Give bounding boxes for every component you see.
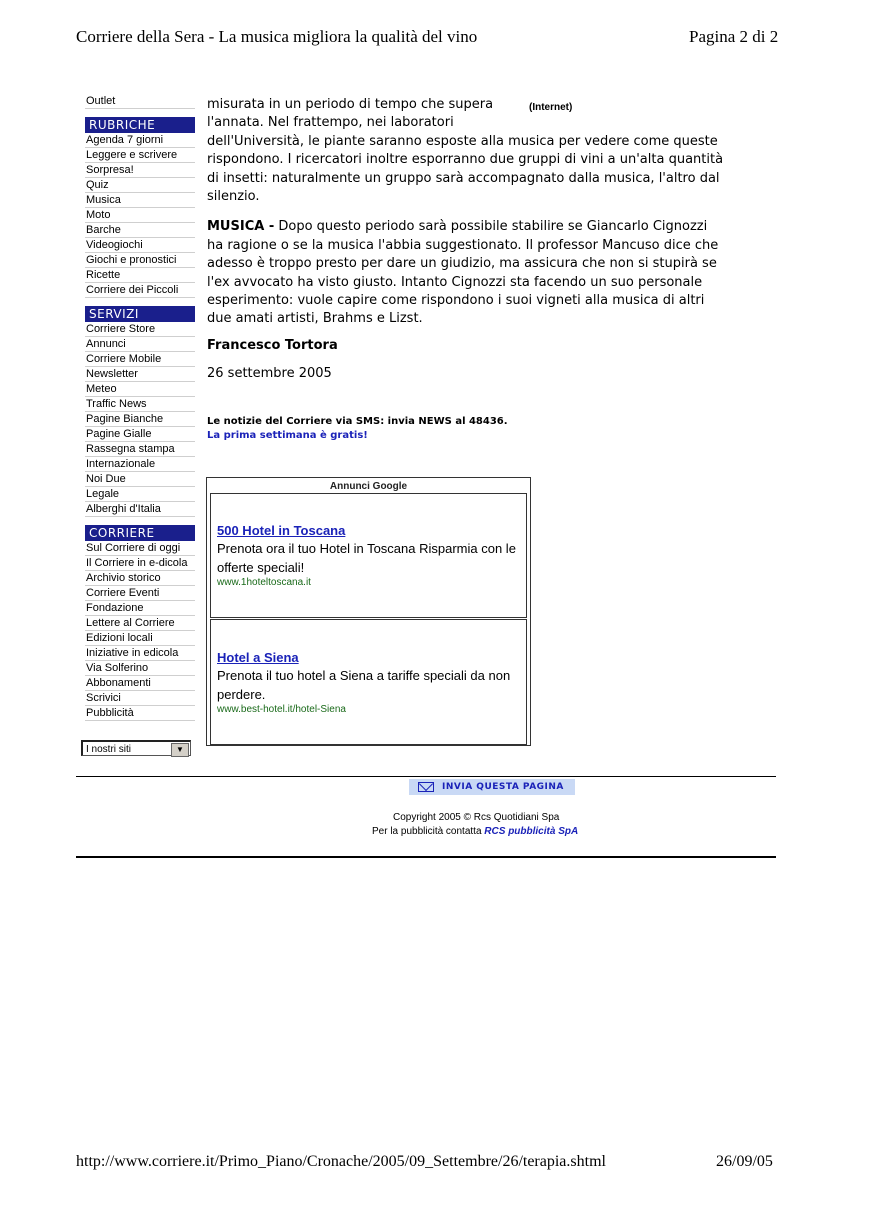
ad-url[interactable]: www.best-hotel.it/hotel-Siena	[217, 704, 346, 715]
sidebar-item[interactable]: Il Corriere in e-dicola	[85, 556, 195, 571]
sidebar-item[interactable]: Rassegna stampa	[85, 442, 195, 457]
sidebar-item[interactable]: Pagine Bianche	[85, 412, 195, 427]
sidebar-item[interactable]: Alberghi d'Italia	[85, 502, 195, 517]
sidebar-item[interactable]: Ricette	[85, 268, 195, 283]
sites-select[interactable]	[81, 740, 191, 756]
rcs-advertising-link[interactable]: RCS pubblicità SpA	[484, 826, 579, 837]
article-line: misurata in un periodo di tempo che supera	[207, 97, 494, 112]
sidebar-item[interactable]: Abbonamenti	[85, 676, 195, 691]
article-line: l'annata. Nel frattempo, nei laboratori	[207, 115, 454, 131]
sidebar-item[interactable]: Scrivici	[85, 691, 195, 706]
sidebar-item[interactable]: Iniziative in edicola	[85, 646, 195, 661]
article-paragraph	[207, 96, 727, 206]
ad-title-link[interactable]: 500 Hotel in Toscana	[217, 523, 346, 538]
footer-divider-bottom	[76, 856, 776, 858]
sidebar-item[interactable]: Legale	[85, 487, 195, 502]
sidebar-item[interactable]: Newsletter	[85, 367, 195, 382]
sidebar-item[interactable]: Traffic News	[85, 397, 195, 412]
sidebar-item[interactable]: Via Solferino	[85, 661, 195, 676]
sidebar-nav	[85, 94, 195, 721]
sidebar-item[interactable]: Barche	[85, 223, 195, 238]
sms-promo-text: Le notizie del Corriere via SMS: invia NEWS al 48436.	[207, 416, 508, 427]
sidebar-item[interactable]: Noi Due	[85, 472, 195, 487]
envelope-icon	[418, 782, 434, 792]
copyright-text: Copyright 2005 © Rcs Quotidiani Spa	[393, 812, 560, 823]
article-text: dell'Università, le piante saranno esposte alla musica per vedere come queste rispondono. I ricercatori inoltre esporranno due gruppi di vini a un'alta quantità di insetti: naturalmente un gruppo sarà accompagnato dalla musica, l'altro dal silenzio.	[207, 133, 724, 205]
sidebar-item[interactable]: Quiz	[85, 178, 195, 193]
rubriche-list	[85, 133, 195, 298]
advertising-contact	[372, 826, 578, 837]
article-section-lead: MUSICA -	[207, 219, 275, 235]
print-footer-url: http://www.corriere.it/Primo_Piano/Cronache/2005/09_Settembre/26/terapia.shtml	[76, 1153, 606, 1170]
print-page-number: Pagina 2 di 2	[689, 27, 779, 46]
servizi-list	[85, 322, 195, 517]
dropdown-arrow-icon[interactable]: ▼	[171, 743, 189, 757]
article-body	[207, 96, 727, 341]
sidebar-item[interactable]: Videogiochi	[85, 238, 195, 253]
corriere-list	[85, 541, 195, 721]
sidebar-item[interactable]: Pubblicità	[85, 706, 195, 721]
sidebar-item[interactable]: Corriere Store	[85, 322, 195, 337]
ad-description: Prenota il tuo hotel a Siena a tariffe speciali da non perdere.	[217, 668, 511, 702]
send-page-label: INVIA QUESTA PAGINA	[442, 782, 564, 792]
sms-promo-link[interactable]: La prima settimana è gratis!	[207, 430, 368, 441]
sidebar-item[interactable]: Corriere dei Piccoli	[85, 283, 195, 298]
ads-heading[interactable]: Annunci Google	[329, 481, 408, 492]
internet-label: (Internet)	[529, 102, 573, 113]
sidebar-item[interactable]: Lettere al Corriere	[85, 616, 195, 631]
sidebar-item[interactable]: Pagine Gialle	[85, 427, 195, 442]
section-heading-rubriche: RUBRICHE	[85, 117, 195, 133]
ad-item	[210, 619, 527, 745]
sidebar-item-outlet[interactable]: Outlet	[85, 94, 195, 109]
print-header-title: Corriere della Sera - La musica migliora la qualità del vino	[76, 27, 478, 46]
google-ads-box	[206, 477, 531, 746]
sidebar-item[interactable]: Internazionale	[85, 457, 195, 472]
print-footer-date: 26/09/05	[716, 1153, 773, 1170]
article-text: Dopo questo periodo sarà possibile stabilire se Giancarlo Cignozzi ha ragione o se la musica l'abbia suggestionato. Il professor Mancuso dice che adesso è troppo presto per dare un giudizio, ma assicura che non si stupirà se l'ex avvocato ha visto giusto. Intanto Cignozzi sta facendo un suo personale esperimento: vuole capire come rispondono i suoi vigneti alla musica di altri due amati artisti, Brahms e Lizst.	[207, 219, 719, 327]
sidebar-item[interactable]: Giochi e pronostici	[85, 253, 195, 268]
sidebar-item[interactable]: Fondazione	[85, 601, 195, 616]
advertising-prefix: Per la pubblicità contatta	[372, 826, 482, 837]
sidebar-item[interactable]: Archivio storico	[85, 571, 195, 586]
ad-title-link[interactable]: Hotel a Siena	[217, 650, 299, 665]
sidebar-item[interactable]: Musica	[85, 193, 195, 208]
sidebar-item[interactable]: Sul Corriere di oggi	[85, 541, 195, 556]
sidebar-item[interactable]: Corriere Mobile	[85, 352, 195, 367]
sidebar-item[interactable]: Agenda 7 giorni	[85, 133, 195, 148]
section-heading-servizi: SERVIZI	[85, 306, 195, 322]
article-author: Francesco Tortora	[207, 338, 338, 353]
sidebar-item[interactable]: Annunci	[85, 337, 195, 352]
section-heading-corriere: CORRIERE	[85, 525, 195, 541]
sidebar-item[interactable]: Meteo	[85, 382, 195, 397]
sidebar-item[interactable]: Corriere Eventi	[85, 586, 195, 601]
ad-description: Prenota ora il tuo Hotel in Toscana Risparmia con le offerte speciali!	[217, 541, 516, 575]
sidebar-item[interactable]: Edizioni locali	[85, 631, 195, 646]
sidebar-item[interactable]: Moto	[85, 208, 195, 223]
sites-select-value: I nostri siti	[86, 744, 132, 755]
ad-url[interactable]: www.1hoteltoscana.it	[217, 577, 311, 588]
ad-item	[210, 493, 527, 618]
article-paragraph	[207, 218, 727, 328]
sidebar-item[interactable]: Sorpresa!	[85, 163, 195, 178]
article-date: 26 settembre 2005	[207, 366, 332, 381]
send-page-button[interactable]	[409, 779, 575, 795]
sidebar-item[interactable]: Leggere e scrivere	[85, 148, 195, 163]
